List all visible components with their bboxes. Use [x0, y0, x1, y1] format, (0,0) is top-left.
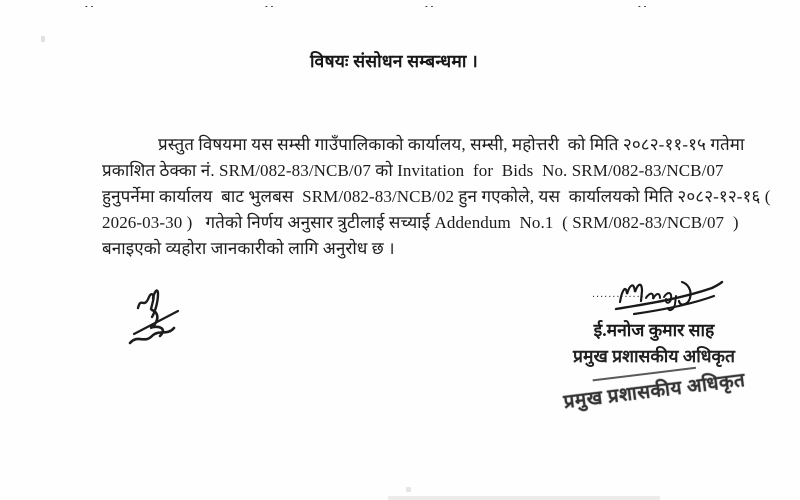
- cutoff-glyph-fragment: [637, 0, 648, 7]
- letter-body: [102, 132, 771, 262]
- body-line: प्रस्तुत विषयमा यस सम्सी गाउँपालिकाको कार्यालय, सम्सी, महोत्तरी को मिति २०८२-११-१५ गतेमा: [158, 135, 745, 154]
- body-line: प्रकाशित ठेक्का नं. SRM/082-83/NCB/07 को Invitation for Bids No. SRM/082-83/NCB/07: [102, 161, 724, 180]
- scan-speck: [406, 487, 411, 492]
- signature-dotted-line: ..............: [592, 288, 649, 300]
- body-line: हुनुपर्नेमा कार्यालय बाट भुलबस SRM/082-83/NCB/02 हुन गएकोले, यस कार्यालयको मिति २०८२-१२-१६ (: [102, 187, 771, 206]
- subject-line: विषयः संसोधन सम्बन्धमा ।: [309, 51, 478, 71]
- signatory-title: प्रमुख प्रशासकीय अधिकृत: [573, 346, 735, 366]
- cutoff-glyph-fragment: [264, 0, 275, 7]
- stamp-text: प्रमुख प्रशासकीय अधिकृत: [562, 369, 747, 414]
- scan-edge-shadow: [388, 496, 660, 500]
- cutoff-glyph-fragment: [84, 0, 95, 7]
- scan-speck: [41, 36, 45, 42]
- signature-scribble-left: [122, 284, 192, 355]
- body-line: बनाइएको व्यहोरा जानकारीको लागि अनुरोध छ ।: [102, 239, 395, 258]
- cutoff-glyph-fragment: [424, 0, 435, 7]
- signatory-name: ई.मनोज कुमार साह: [593, 320, 715, 340]
- body-line: 2026-03-30 ) गतेको निर्णय अनुसार त्रुटीलाई सच्याई Addendum No.1 ( SRM/082-83/NCB/07 ): [102, 213, 739, 232]
- signature-manoj: [608, 274, 726, 323]
